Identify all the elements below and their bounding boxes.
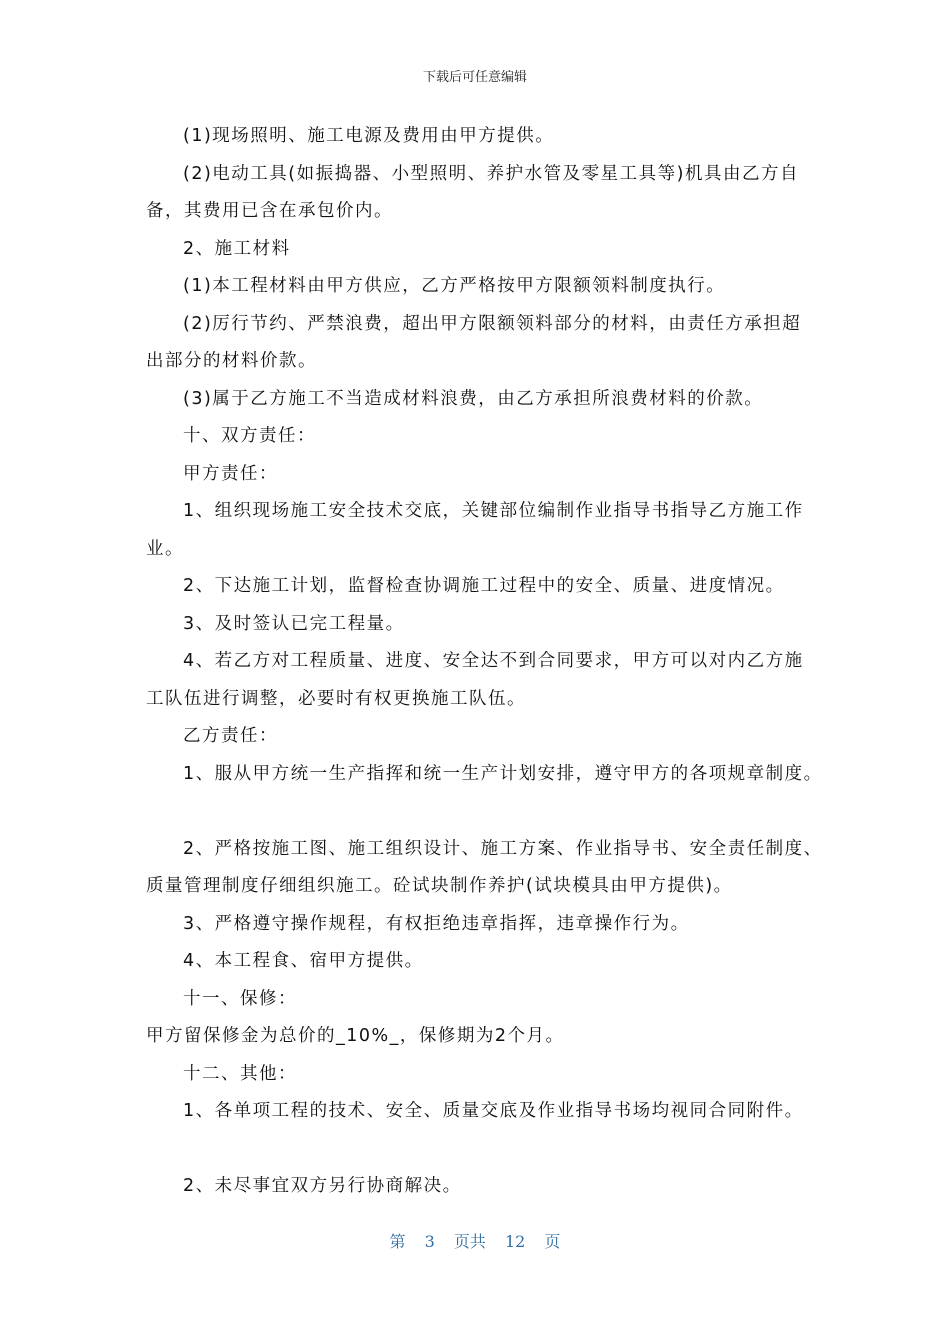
paragraph-line: 2、严格按施工图、施工组织设计、施工方案、作业指导书、安全责任制度、: [183, 838, 823, 859]
subsection-heading: 甲方责任：: [183, 463, 278, 484]
paragraph-line: 2、下达施工计划，监督检查协调施工过程中的安全、质量、进度情况。: [183, 576, 785, 596]
paragraph-line: 出部分的材料价款。: [146, 351, 317, 371]
paragraph-line: 业。: [146, 538, 184, 559]
paragraph-line: 1、组织现场施工安全技术交底，关键部位编制作业指导书指导乙方施工作: [183, 501, 804, 521]
section-heading: 十一、保修：: [183, 988, 297, 1009]
paragraph-line: 4、若乙方对工程质量、进度、安全达不到合同要求，甲方可以对内乙方施: [183, 651, 804, 671]
section-heading: 十二、其他：: [183, 1063, 297, 1084]
page-header: 下载后可任意编辑: [422, 70, 527, 85]
subsection-heading: 乙方责任：: [183, 726, 278, 746]
document-body: [146, 118, 823, 1206]
blank-line: [146, 1131, 816, 1169]
blank-line: [146, 793, 816, 831]
paragraph-line: 1、各单项工程的技术、安全、质量交底及作业指导书场均视同合同附件。: [183, 1101, 804, 1121]
paragraph-line: 工队伍进行调整，必要时有权更换施工队伍。: [146, 688, 526, 709]
paragraph-line: (1)现场照明、施工电源及费用由甲方提供。: [183, 126, 555, 146]
paragraph-line: 质量管理制度仔细组织施工。砼试块制作养护(试块模具由甲方提供)。: [146, 876, 733, 896]
paragraph-line: 3、及时签认已完工程量。: [183, 613, 405, 634]
paragraph-line: 备，其费用已含在承包价内。: [146, 201, 393, 221]
paragraph-line: 1、服从甲方统一生产指挥和统一生产计划安排，遵守甲方的各项规章制度。: [183, 763, 823, 784]
paragraph-line: (3)属于乙方施工不当造成材料浪费，由乙方承担所浪费材料的价款。: [183, 388, 764, 409]
paragraph-line: (2)电动工具(如振捣器、小型照明、养护水管及零星工具等)机具由乙方自: [183, 163, 799, 184]
paragraph-line: 2、未尽事宜双方另行协商解决。: [183, 1176, 462, 1196]
paragraph-line: 甲方留保修金为总价的_10%_，保修期为2个月。: [146, 1026, 565, 1046]
paragraph-line: (1)本工程材料由甲方供应，乙方严格按甲方限额领料制度执行。: [183, 276, 726, 296]
paragraph-line: 3、严格遵守操作规程，有权拒绝违章指挥，违章操作行为。: [183, 913, 690, 934]
paragraph-line: 4、本工程食、宿甲方提供。: [183, 951, 424, 971]
paragraph-line: (2)厉行节约、严禁浪费，超出甲方限额领料部分的材料，由责任方承担超: [183, 313, 802, 334]
section-heading: 2、施工材料: [183, 238, 291, 259]
section-heading: 十、双方责任：: [183, 426, 316, 446]
page-footer: 第 3 页共 12 页: [389, 1232, 561, 1251]
